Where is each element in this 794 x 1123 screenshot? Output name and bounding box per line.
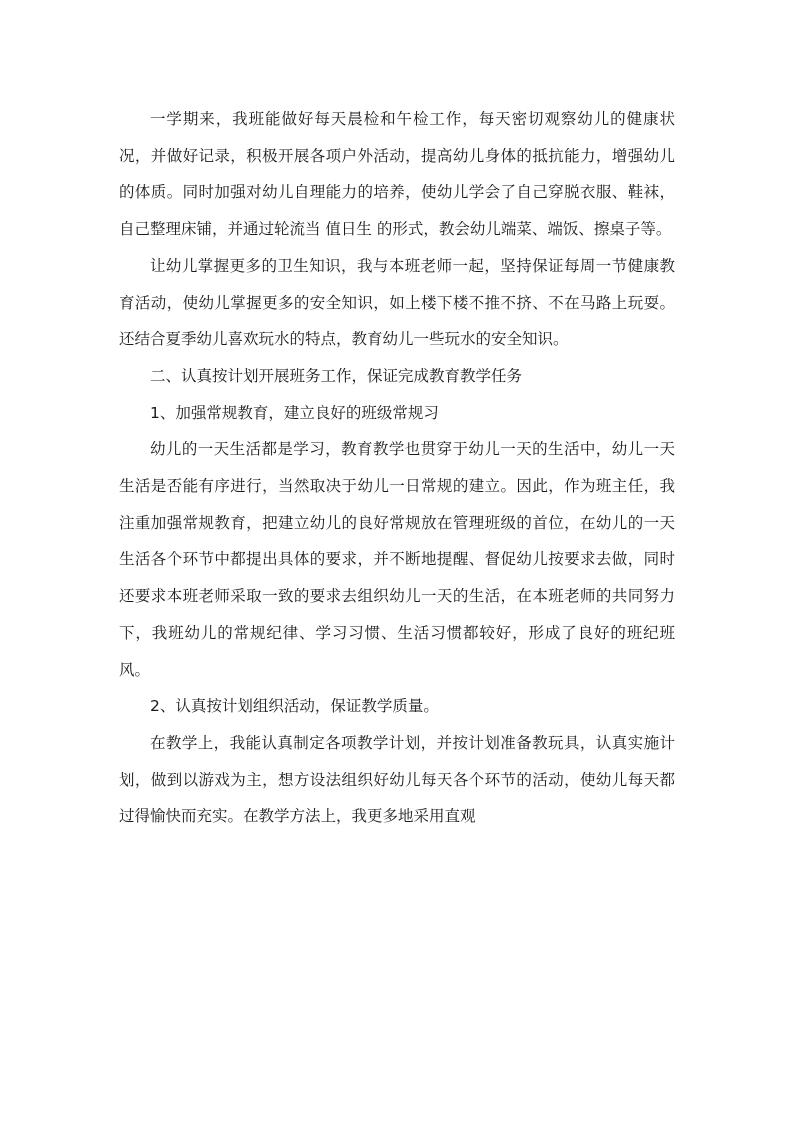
section-heading-class-work: 二、认真按计划开展班务工作，保证完成教育教学任务 bbox=[150, 366, 523, 385]
paragraph-health-check: 一学期来，我班能做好每天晨检和午检工作，每天密切观察幼儿的健康状况，并做好记录，积极开展各项户外活动，提高幼儿身体的抵抗能力，增强幼儿的体质。同时加强对幼儿自理能力的培养，使幼儿学会了自己穿脱衣服、鞋袜，自己整理床铺，并通过轮流当 值日生 的形式，教会幼儿端菜、端饭、擦桌子等。 bbox=[119, 110, 675, 239]
paragraph-daily-routine: 幼儿的一天生活都是学习，教育教学也贯穿于幼儿一天的生活中，幼儿一天生活是否能有序进行，当然取决于幼儿一日常规的建立。因此，作为班主任，我注重加强常规教育，把建立幼儿的良好常规放在管理班级的首位，在幼儿的一天生活各个环节中都提出具体的要求，并不断地提醒、督促幼儿按要求去做，同时还要求本班老师采取一致的要求去组织幼儿一天的生活，在本班老师的共同努力下，我班幼儿的常规纪律、学习习惯、生活习惯都较好，形成了良好的班纪班风。 bbox=[119, 440, 675, 679]
paragraph-hygiene-knowledge: 让幼儿掌握更多的卫生知识，我与本班老师一起，坚持保证每周一节健康教育活动，使幼儿掌握更多的安全知识，如上楼下楼不推不挤、不在马路上玩耍。还结合夏季幼儿喜欢玩水的特点，教育幼儿一些玩水的安全知识。 bbox=[119, 256, 675, 349]
paragraph-teaching-plan: 在教学上，我能认真制定各项教学计划，并按计划准备教玩具，认真实施计划，做到以游戏为主，想方设法组织好幼儿每天各个环节的活动，使幼儿每天都过得愉快而充实。在教学方法上，我更多地采用直观 bbox=[119, 733, 675, 826]
subheading-routine-education: 1、加强常规教育，建立良好的班级常规习 bbox=[150, 403, 439, 422]
document-body bbox=[119, 101, 675, 835]
subheading-teaching-quality: 2、认真按计划组织活动，保证教学质量。 bbox=[150, 697, 439, 716]
